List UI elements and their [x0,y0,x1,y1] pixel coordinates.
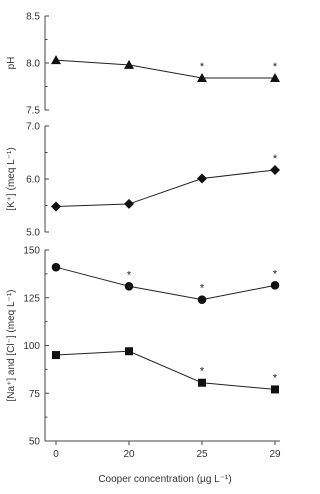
x-tick-label: 25 [196,449,208,460]
panel-3-series-1-significance-mark: * [126,269,132,282]
panel-2-y-tick-label: 7.0 [26,121,40,133]
panel-1-y-tick-label: 8.5 [26,11,40,23]
panel-3-y-tick-label: 100 [23,341,40,352]
panel-3-series-1-significance-mark: * [272,268,278,281]
panel-1-series-1-line [56,60,275,78]
panel-3-series-2-significance-mark: * [199,365,205,378]
panel-3-series-1-point [52,263,61,272]
panel-3-y-label: [Na⁺] and [Cl⁻] (meq L⁻¹) [6,289,17,402]
x-tick-label: 20 [123,449,135,460]
panel-3-series-1-line [56,267,275,299]
panel-1-series-1-significance-mark: * [272,61,278,74]
panel-1-series-1-point [51,55,61,64]
panel-3-series-1-significance-mark: * [199,282,205,295]
panel-1-y-tick-label: 7.5 [26,105,40,117]
panel-2-series-1-point [51,202,61,212]
panel-3-series-1-point [271,281,280,290]
panel-3-y-tick-label: 50 [28,436,40,448]
panel-2-series-1-point [270,165,280,175]
panel-3-y-tick-label: 125 [23,293,40,305]
panel-2-series-1-point [197,173,207,183]
panel-2-series-1-line [56,170,275,207]
panel-1-y-tick-label: 8.0 [26,58,40,70]
panel-1-y-label: pH [6,56,17,70]
panel-3-series-2-significance-mark: * [272,372,278,385]
panel-3-series-2-point [271,385,279,393]
panel-1-series-1-significance-mark: * [199,61,205,74]
panel-3-series-1-point [198,295,207,304]
panel-2-series-1-point [124,199,134,209]
panel-3-y-tick-label: 150 [23,245,40,257]
panel-2-series-1-significance-mark: * [272,152,278,165]
x-axis-label: Cooper concentration (µg L⁻¹) [98,474,232,485]
panel-3-series-2-line [56,351,275,389]
panel-2-y-label: [K⁺] (meq L⁻¹) [6,147,17,211]
panel-3-series-2-point [125,347,133,355]
x-tick-label: 29 [269,449,281,460]
panel-3-y-tick-label: 75 [28,388,40,400]
panel-3-series-1-point [125,282,134,291]
panel-3-series-2-point [52,351,60,359]
panel-2-y-tick-label: 6.0 [26,174,40,186]
x-tick-label: 0 [53,449,59,460]
panel-3-series-2-point [198,379,206,387]
panel-2-y-tick-label: 5.0 [26,227,40,239]
